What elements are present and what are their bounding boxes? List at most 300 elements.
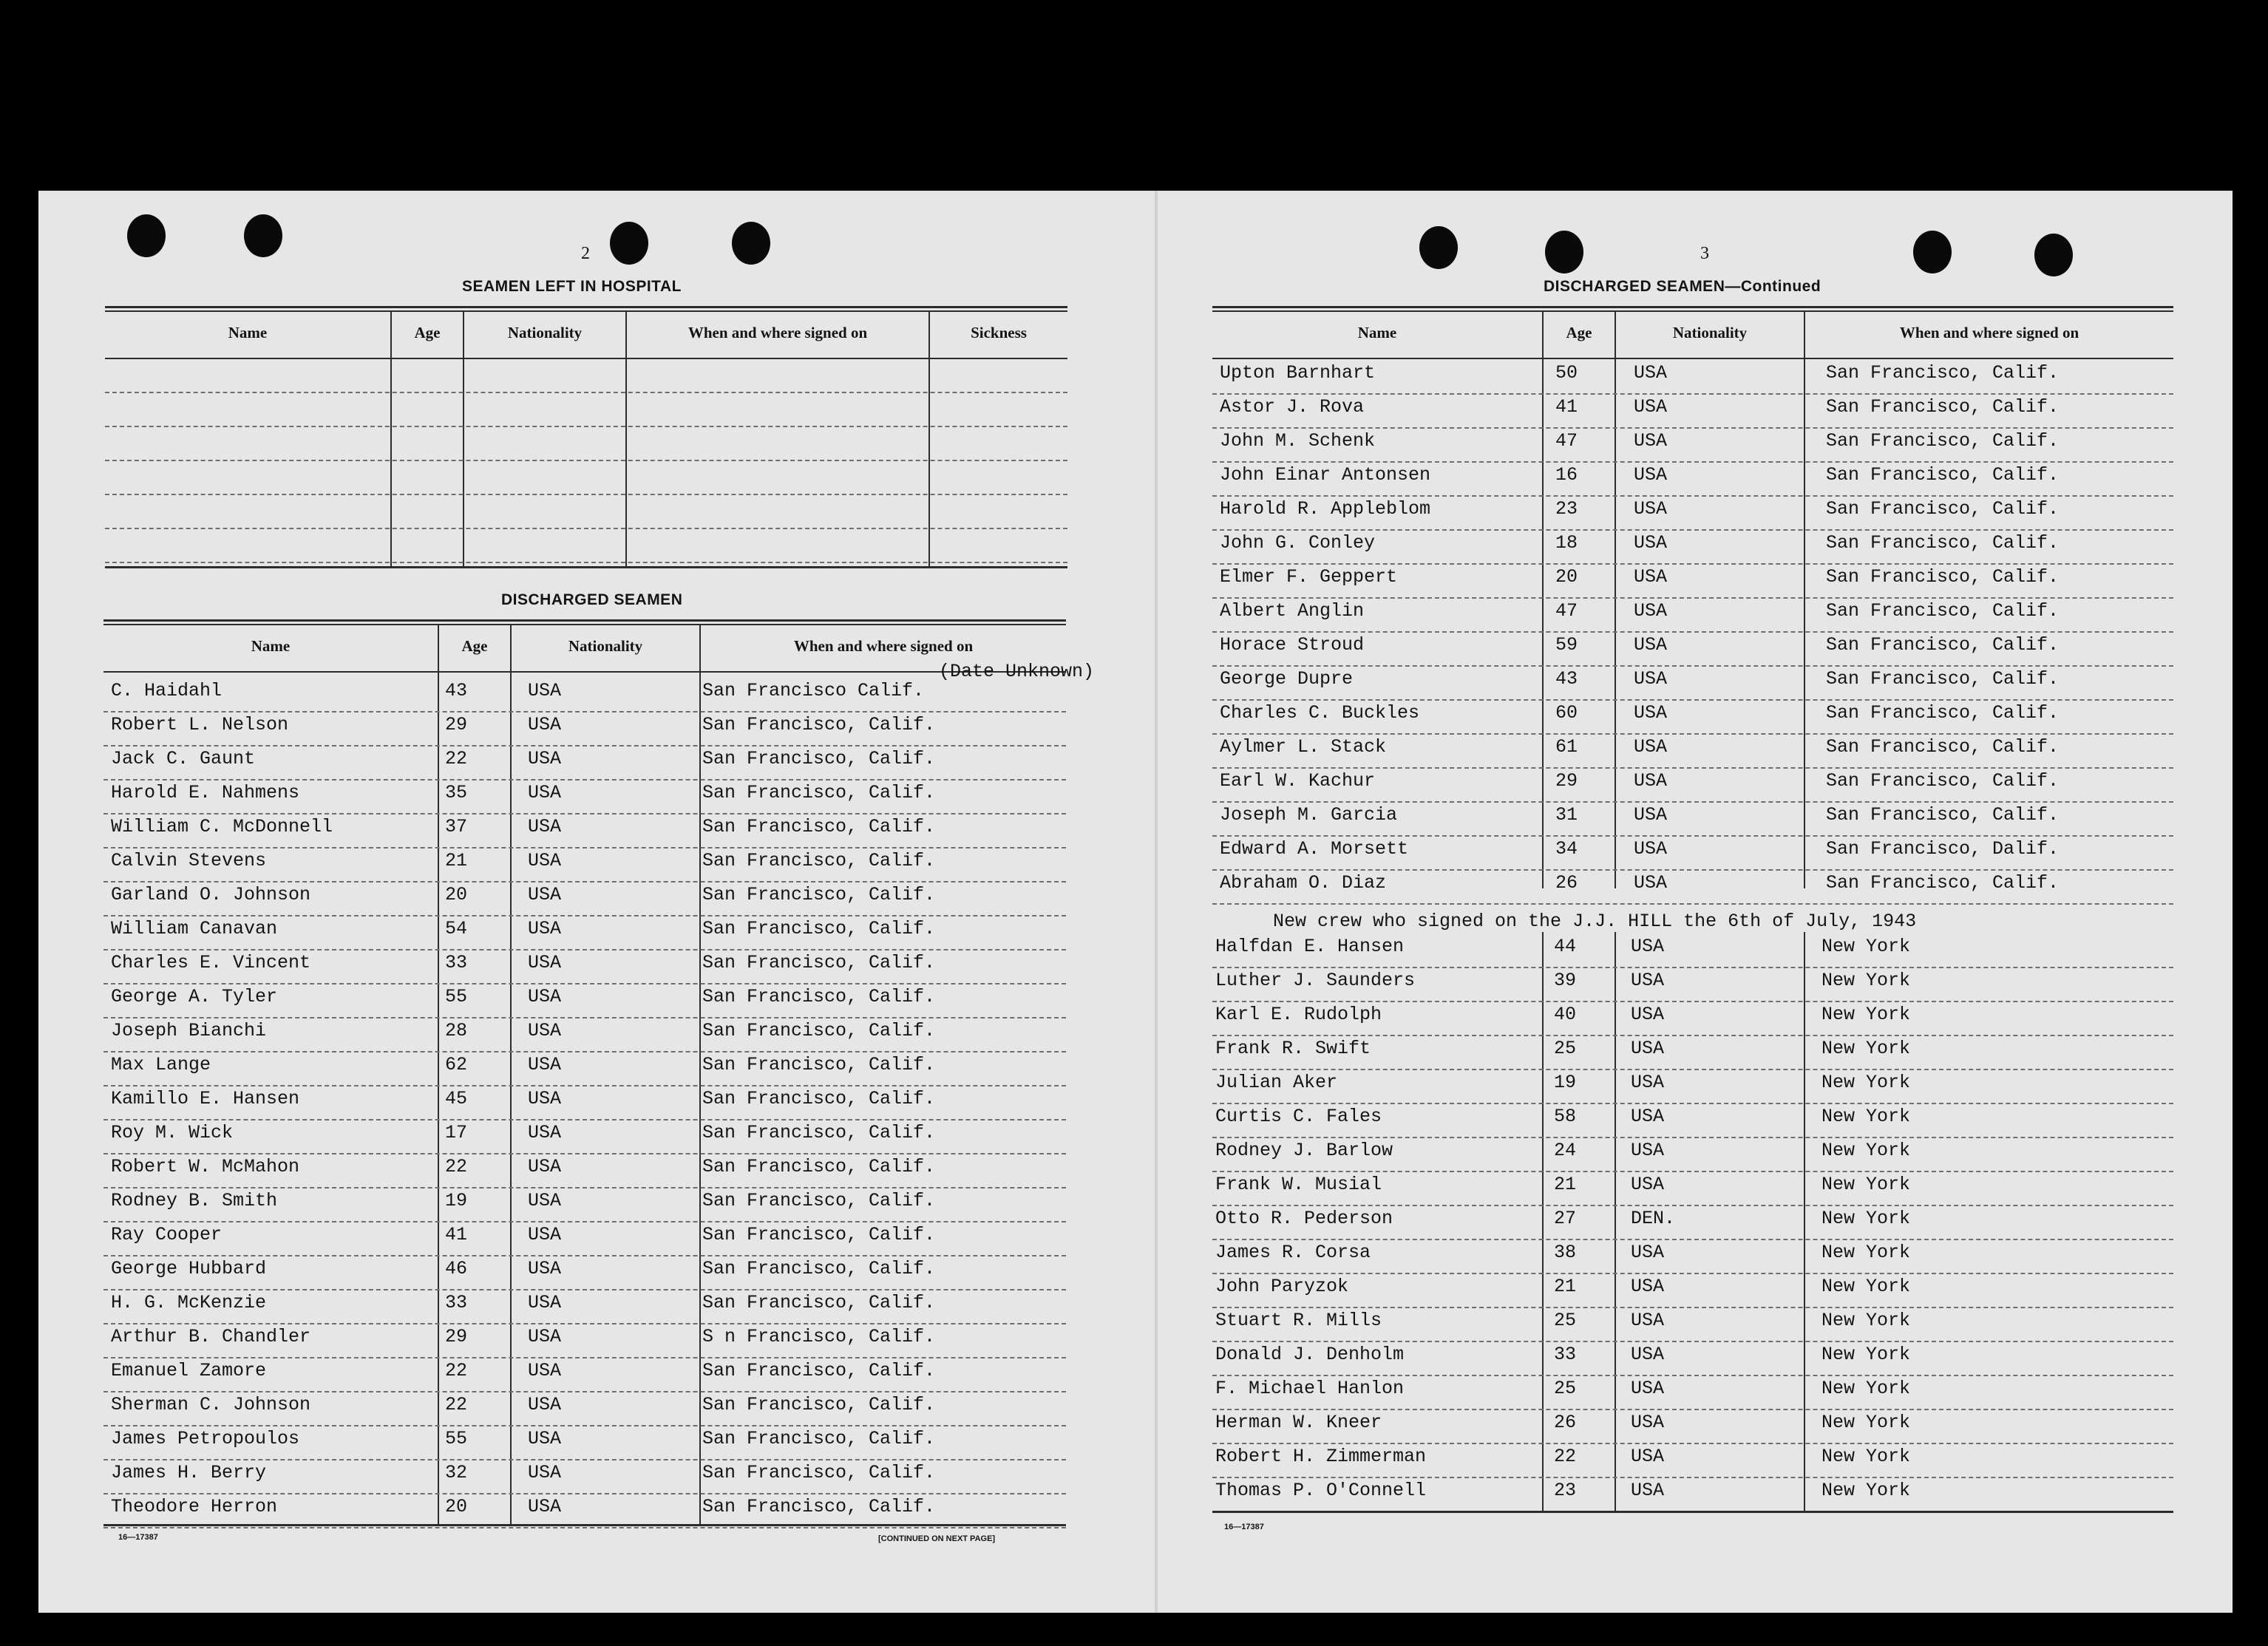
cell-signed-on: New York [1821,1378,1911,1399]
table-row [103,1425,1066,1460]
cell-age: 54 [445,918,468,939]
cell-age: 22 [1554,1446,1577,1467]
cell-signed-on: San Francisco, Calif. [702,1292,936,1313]
table-row [1212,1443,2173,1478]
table-row [1212,733,2173,769]
cell-signed-on: New York [1821,1344,1911,1365]
cell-age: 55 [445,1428,468,1449]
cell-signed-on: San Francisco, Calif. [1826,464,2060,486]
cell-signed-on: New York [1821,1004,1911,1025]
cell-nationality: USA [528,1462,562,1483]
cell-age: 18 [1555,532,1578,554]
cell-signed-on: New York [1821,1072,1911,1093]
cell-name: Jack C. Gaunt [111,748,256,769]
header-name: Name [251,637,291,655]
cell-signed-on: San Francisco, Calif. [702,1394,936,1415]
punch-hole [610,222,648,265]
cell-signed-on: San Francisco, Calif. [1826,362,2060,384]
cell-nationality: USA [1631,1412,1665,1433]
cell-name: James Petropoulos [111,1428,300,1449]
cell-signed-on: San Francisco, Calif. [702,952,936,973]
table-row [1212,461,2173,497]
cell-nationality: USA [528,1292,562,1313]
cell-name: George A. Tyler [111,986,278,1007]
table-row [1212,1069,2173,1104]
header-signed-on: When and where signed on [793,637,974,655]
table-row [103,813,1066,848]
cell-signed-on: San Francisco, Calif. [702,714,936,735]
header-age: Age [461,637,488,655]
cell-name: Harold R. Appleblom [1220,498,1431,520]
cell-signed-on: San Francisco, Calif. [1826,498,2060,520]
cell-signed-on: New York [1821,1038,1911,1059]
cell-nationality: USA [528,1122,562,1143]
table-row [103,1221,1066,1256]
table-row [1212,699,2173,735]
table-row [1212,1239,2173,1274]
table-row [103,1459,1066,1494]
cell-name: Robert L. Nelson [111,714,289,735]
table-row [103,745,1066,781]
cell-age: 26 [1555,872,1578,894]
cell-name: Upton Barnhart [1220,362,1376,384]
cell-signed-on: San Francisco, Calif. [702,986,936,1007]
cell-nationality: USA [528,884,562,905]
cell-age: 23 [1555,498,1578,520]
header-nationality: Nationality [568,637,643,655]
table-row [103,949,1066,984]
cell-age: 33 [445,1292,468,1313]
cell-nationality: USA [528,680,562,701]
cell-signed-on: San Francisco, Calif. [1826,430,2060,452]
cell-nationality: USA [528,816,562,837]
cell-name: Max Lange [111,1054,211,1075]
blank-row [105,461,1067,495]
discharged-title: DISCHARGED SEAMEN [501,591,683,608]
cell-signed-on: San Francisco, Calif. [1826,702,2060,724]
cell-name: Thomas P. O'Connell [1215,1480,1427,1501]
cell-nationality: USA [1631,1004,1665,1025]
table-row [103,881,1066,916]
cell-name: Rodney J. Barlow [1215,1140,1393,1161]
cell-signed-on: San Francisco, Calif. [702,1054,936,1075]
cell-age: 44 [1554,936,1577,957]
cell-age: 25 [1554,1378,1577,1399]
header-nationality: Nationality [1672,324,1748,341]
cell-name: Albert Anglin [1220,600,1365,622]
table-row [1212,967,2173,1002]
cell-name: H. G. McKenzie [111,1292,267,1313]
table-row [1212,393,2173,429]
cell-signed-on: San Francisco, Calif. [702,884,936,905]
table-rule [1212,306,2173,308]
cell-age: 22 [445,1394,468,1415]
cell-age: 35 [445,782,468,803]
cell-name: Joseph Bianchi [111,1020,267,1041]
cell-nationality: USA [1631,1174,1665,1195]
table-row [1212,1137,2173,1172]
cell-name: George Hubbard [111,1258,267,1279]
discharged-continued-title: DISCHARGED SEAMEN—Continued [1544,278,1821,295]
table-row [103,1051,1066,1086]
cell-age: 33 [445,952,468,973]
table-row [1212,1171,2173,1206]
table-row [103,1119,1066,1154]
table-row [1212,933,2173,968]
blank-row [105,529,1067,563]
cell-age: 34 [1555,838,1578,860]
table-row [103,1289,1066,1324]
cell-name: Theodore Herron [111,1496,278,1517]
table-row [1212,1341,2173,1376]
cell-name: Edward A. Morsett [1220,838,1409,860]
punch-hole [1419,226,1458,269]
cell-name: Sherman C. Johnson [111,1394,311,1415]
cell-age: 40 [1554,1004,1577,1025]
table-row [1212,1307,2173,1342]
cell-age: 19 [1554,1072,1577,1093]
header-sickness: Sickness [971,324,1027,341]
cell-nationality: USA [1631,936,1665,957]
cell-nationality: USA [1634,362,1668,384]
cell-name: Roy M. Wick [111,1122,234,1143]
table-row [1212,631,2173,667]
cell-name: Horace Stroud [1220,634,1365,656]
cell-signed-on: San Francisco, Calif. [1826,532,2060,554]
table-row [1212,835,2173,871]
cell-nationality: USA [528,918,562,939]
cell-name: Abraham O. Diaz [1220,872,1387,894]
cell-age: 47 [1555,600,1578,622]
cell-nationality: USA [1634,838,1668,860]
table-row [1212,1273,2173,1308]
cell-nationality: USA [528,1088,562,1109]
cell-signed-on: San Francisco, Calif. [702,1122,936,1143]
cell-signed-on: San Francisco, Calif. [702,1020,936,1041]
table-row [1212,869,2173,905]
cell-nationality: USA [1631,1276,1665,1297]
cell-signed-on: San Francisco, Calif. [1826,872,2060,894]
blank-row [105,495,1067,529]
table-row [1212,1375,2173,1410]
cell-signed-on: San Francisco, Calif. [702,748,936,769]
header-name: Name [1357,324,1397,341]
cell-nationality: USA [1634,634,1668,656]
cell-age: 21 [1554,1276,1577,1297]
cell-nationality: USA [1634,804,1668,826]
cell-signed-on: S n Francisco, Calif. [702,1326,936,1347]
cell-age: 19 [445,1190,468,1211]
page-number-left: 2 [581,244,590,263]
cell-name: Arthur B. Chandler [111,1326,311,1347]
continued-note: [CONTINUED ON NEXT PAGE] [878,1534,996,1543]
cell-name: John M. Schenk [1220,430,1376,452]
cell-nationality: USA [1631,1072,1665,1093]
table-rule [1212,310,2173,312]
cell-age: 23 [1554,1480,1577,1501]
cell-nationality: USA [1631,1446,1665,1467]
cell-signed-on: San Francisco, Calif. [1826,566,2060,588]
cell-nationality: USA [1634,464,1668,486]
cell-nationality: USA [1634,872,1668,894]
table-row [103,1357,1066,1392]
cell-age: 38 [1554,1242,1577,1263]
date-unknown-note: (Date Unknown) [939,661,1095,682]
cell-nationality: USA [1634,498,1668,520]
cell-nationality: USA [1634,736,1668,758]
cell-name: Donald J. Denholm [1215,1344,1405,1365]
discharged-continued-table [1212,306,2173,1515]
cell-age: 27 [1554,1208,1577,1229]
cell-name: Robert H. Zimmerman [1215,1446,1427,1467]
cell-name: Calvin Stevens [111,850,267,871]
cell-signed-on: San Francisco, Calif. [702,782,936,803]
cell-age: 25 [1554,1038,1577,1059]
cell-name: Curtis C. Fales [1215,1106,1382,1127]
cell-name: Karl E. Rudolph [1215,1004,1382,1025]
punch-hole [1545,231,1583,273]
table-row [103,1391,1066,1426]
table-rule [105,306,1067,308]
cell-nationality: USA [528,1496,562,1517]
cell-nationality: DEN. [1631,1208,1676,1229]
table-rule [105,310,1067,312]
cell-age: 20 [445,1496,468,1517]
cell-name: James H. Berry [111,1462,267,1483]
cell-signed-on: San Francisco, Calif. [1826,736,2060,758]
cell-age: 61 [1555,736,1578,758]
cell-name: Harold E. Nahmens [111,782,300,803]
cell-name: Otto R. Pederson [1215,1208,1393,1229]
cell-nationality: USA [1631,1242,1665,1263]
header-age: Age [414,324,441,341]
cell-name: Frank W. Musial [1215,1174,1382,1195]
table-row [1212,767,2173,803]
table-row [103,1085,1066,1120]
cell-nationality: USA [1631,1106,1665,1127]
cell-nationality: USA [528,1224,562,1245]
cell-nationality: USA [1634,702,1668,724]
cell-age: 59 [1555,634,1578,656]
cell-name: Astor J. Rova [1220,396,1365,418]
cell-name: William Canavan [111,918,278,939]
table-row [103,779,1066,815]
cell-signed-on: New York [1821,1276,1911,1297]
cell-signed-on: New York [1821,1106,1911,1127]
cell-name: Julian Aker [1215,1072,1338,1093]
cell-age: 20 [445,884,468,905]
table-rule [103,671,1066,673]
cell-signed-on: New York [1821,1242,1911,1263]
cell-age: 58 [1554,1106,1577,1127]
cell-age: 22 [445,748,468,769]
cell-signed-on: New York [1821,1480,1911,1501]
table-rule [105,566,1067,568]
cell-nationality: USA [1631,1038,1665,1059]
table-row [103,1187,1066,1222]
cell-signed-on: San Francisco, Calif. [702,1156,936,1177]
punch-hole [2034,234,2073,276]
cell-age: 22 [445,1360,468,1381]
header-age: Age [1566,324,1592,341]
form-number-left: 16—17387 [118,1533,158,1542]
cell-signed-on: San Francisco, Calif. [702,850,936,871]
table-row [1212,801,2173,837]
cell-age: 39 [1554,970,1577,991]
cell-name: Joseph M. Garcia [1220,804,1398,826]
cell-name: Herman W. Kneer [1215,1412,1382,1433]
table-row [1212,1035,2173,1070]
cell-age: 24 [1554,1140,1577,1161]
blank-row [105,393,1067,427]
cell-nationality: USA [528,1054,562,1075]
cell-signed-on: San Francisco, Calif. [1826,600,2060,622]
page-number-right: 3 [1700,244,1709,263]
blank-row [105,427,1067,461]
punch-hole [244,214,282,257]
header-signed-on: When and where signed on [687,324,868,341]
cell-signed-on: San Francisco, Calif. [702,1224,936,1245]
punch-hole [1913,231,1952,273]
cell-nationality: USA [528,1428,562,1449]
table-row [1212,1001,2173,1036]
table-row [103,1323,1066,1358]
cell-nationality: USA [1631,1344,1665,1365]
cell-signed-on: San Francisco, Dalif. [1826,838,2060,860]
cell-age: 46 [445,1258,468,1279]
cell-nationality: USA [1634,770,1668,792]
cell-age: 41 [445,1224,468,1245]
cell-name: Aylmer L. Stack [1220,736,1387,758]
header-name: Name [228,324,268,341]
cell-nationality: USA [1634,668,1668,690]
table-row [1212,495,2173,531]
cell-name: John Einar Antonsen [1220,464,1431,486]
cell-signed-on: New York [1821,1412,1911,1433]
table-row [103,847,1066,882]
cell-age: 25 [1554,1310,1577,1331]
hospital-title: SEAMEN LEFT IN HOSPITAL [462,278,682,295]
cell-name: Luther J. Saunders [1215,970,1416,991]
cell-age: 16 [1555,464,1578,486]
cell-name: Rodney B. Smith [111,1190,278,1211]
cell-age: 43 [445,680,468,701]
cell-nationality: USA [528,1190,562,1211]
cell-nationality: USA [528,1156,562,1177]
cell-age: 21 [1554,1174,1577,1195]
cell-nationality: USA [1631,970,1665,991]
cell-nationality: USA [528,1360,562,1381]
cell-signed-on: New York [1821,1140,1911,1161]
cell-age: 41 [1555,396,1578,418]
cell-age: 60 [1555,702,1578,724]
cell-nationality: USA [1634,600,1668,622]
cell-signed-on: San Francisco, Calif. [702,1496,936,1517]
cell-signed-on: San Francisco, Calif. [702,1462,936,1483]
table-row [1212,1205,2173,1240]
cell-name: Earl W. Kachur [1220,770,1376,792]
cell-signed-on: New York [1821,936,1911,957]
punch-hole [732,222,770,265]
cell-age: 28 [445,1020,468,1041]
cell-name: Emanuel Zamore [111,1360,267,1381]
table-rule [103,1524,1066,1526]
table-rule [103,624,1066,625]
punch-hole [127,214,166,257]
cell-age: 43 [1555,668,1578,690]
cell-age: 22 [445,1156,468,1177]
cell-nationality: USA [528,986,562,1007]
cell-nationality: USA [528,952,562,973]
table-row [1212,1477,2173,1512]
table-row [103,677,1066,713]
cell-nationality: USA [1634,532,1668,554]
cell-signed-on: New York [1821,1446,1911,1467]
table-row [1212,427,2173,463]
new-crew-note: New crew who signed on the J.J. HILL the 6th of July, 1943 [1273,911,1917,932]
cell-nationality: USA [528,1394,562,1415]
cell-age: 55 [445,986,468,1007]
table-row [103,983,1066,1018]
cell-age: 47 [1555,430,1578,452]
cell-nationality: USA [1634,566,1668,588]
table-row [103,1017,1066,1052]
cell-nationality: USA [1634,396,1668,418]
cell-signed-on: San Francisco Calif. [702,680,925,701]
cell-signed-on: New York [1821,970,1911,991]
blank-row [105,359,1067,393]
cell-age: 29 [445,1326,468,1347]
cell-signed-on: New York [1821,1310,1911,1331]
cell-age: 21 [445,850,468,871]
cell-age: 31 [1555,804,1578,826]
cell-name: F. Michael Hanlon [1215,1378,1405,1399]
form-number-right: 16—17387 [1224,1523,1264,1531]
cell-name: Kamillo E. Hansen [111,1088,300,1109]
cell-nationality: USA [1631,1140,1665,1161]
cell-signed-on: San Francisco, Calif. [1826,396,2060,418]
cell-signed-on: San Francisco, Calif. [702,918,936,939]
cell-nationality: USA [528,1258,562,1279]
cell-name: Ray Cooper [111,1224,223,1245]
table-rule [103,619,1066,622]
table-rule [1212,1511,2173,1513]
table-row [1212,529,2173,565]
table-row [103,915,1066,950]
cell-signed-on: San Francisco, Calif. [702,1360,936,1381]
table-row [1212,1103,2173,1138]
cell-nationality: USA [528,748,562,769]
cell-name: Halfdan E. Hansen [1215,936,1405,957]
cell-signed-on: San Francisco, Calif. [702,1190,936,1211]
cell-name: Charles E. Vincent [111,952,311,973]
cell-nationality: USA [528,714,562,735]
cell-signed-on: New York [1821,1174,1911,1195]
cell-age: 20 [1555,566,1578,588]
cell-signed-on: San Francisco, Calif. [1826,804,2060,826]
page-fold [1155,191,1158,1613]
discharged-table [103,619,1095,1528]
cell-name: Frank R. Swift [1215,1038,1371,1059]
cell-age: 33 [1554,1344,1577,1365]
table-row [103,1255,1066,1290]
cell-signed-on: New York [1821,1208,1911,1229]
cell-nationality: USA [1631,1480,1665,1501]
cell-nationality: USA [528,1020,562,1041]
cell-signed-on: San Francisco, Calif. [702,1088,936,1109]
table-row [1212,665,2173,701]
cell-name: Elmer F. Geppert [1220,566,1398,588]
